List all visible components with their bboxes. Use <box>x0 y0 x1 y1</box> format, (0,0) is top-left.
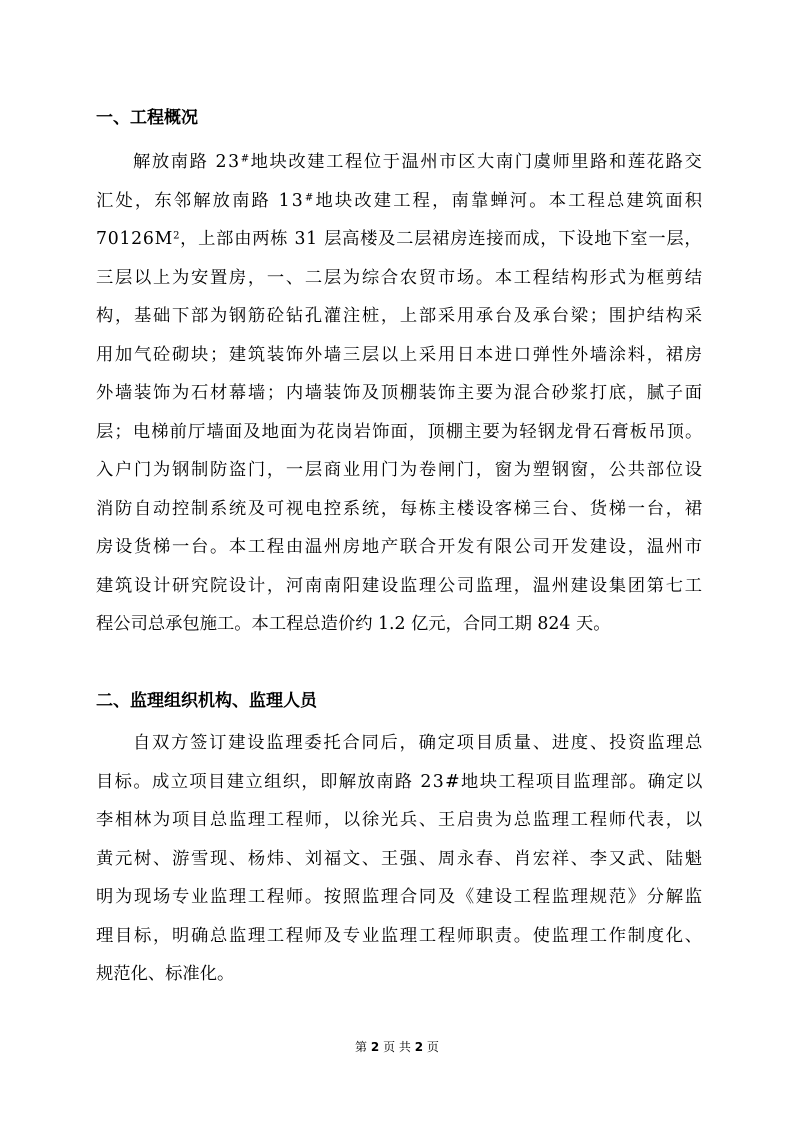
text-line <box>96 266 704 290</box>
text-run: 规范化、标准化。 <box>96 964 235 984</box>
text-run: 地块改建工程位于温州市区大南门虞师里路和莲花路交 <box>250 152 704 172</box>
text-run: 构，基础下部为钢筋砼钻孔灌注桩，上部采用承台及承台梁；围护结构采 <box>96 306 704 326</box>
text-line <box>133 731 704 755</box>
text-run: ，上部由两栋 31 层高楼及二层裙房连接而成，下设地下室一层， <box>180 229 703 249</box>
text-run: 汇处，东邻解放南路 13 <box>96 190 305 211</box>
text-run: 70126M <box>96 229 174 249</box>
text-run: 建筑设计研究院设计，河南南阳建设监理公司监理，温州建设集团第七工 <box>96 575 704 596</box>
superscript: # <box>304 192 316 203</box>
footer-middle: 页 共 <box>383 1040 411 1054</box>
text-run: 黄元树、游雪现、杨炜、刘福文、王强、周永春、肖宏祥、李又武、陆魁 <box>96 848 704 869</box>
text-run: 三层以上为安置房，一、二层为综合农贸市场。本工程结构形式为框剪结 <box>96 267 704 288</box>
text-run: 李相林为项目总监理工程师，以徐光兵、王启贵为总监理工程师代表，以 <box>96 810 704 830</box>
text-line <box>96 808 704 832</box>
text-run: 入户门为钢制防盗门，一层商业用门为卷闸门，窗为塑钢窗，公共部位设 <box>96 460 704 480</box>
text-line <box>133 150 703 174</box>
text-run: 地块改建工程，南靠蝉河。本工程总建筑面积 <box>315 190 705 211</box>
superscript: 2 <box>173 230 181 242</box>
footer-total-pages: 2 <box>414 1040 424 1054</box>
footer-current-page: 2 <box>370 1040 380 1054</box>
text-run: 房设货梯一台。本工程由温州房地产联合开发有限公司开发建设，温州市 <box>96 537 704 557</box>
text-line <box>96 885 704 909</box>
footer-suffix: 页 <box>426 1040 439 1054</box>
text-line <box>96 497 704 521</box>
section-heading-organization: 二、监理组织机构、监理人员 <box>96 691 317 711</box>
text-run: 消防自动控制系统及可视电控系统，每栋主楼设客梯三台、货梯一台，裙 <box>96 498 704 519</box>
text-line <box>96 458 704 482</box>
text-run: 用加气砼砌块；建筑装饰外墙三层以上采用日本进口弹性外墙涂料，裙房 <box>96 344 704 365</box>
page-footer <box>0 1039 794 1055</box>
text-line <box>96 770 704 794</box>
superscript: # <box>240 153 251 165</box>
text-run: 明为现场专业监理工程师。按照监理合同及《建设工程监理规范》分解监 <box>96 887 704 907</box>
text-line <box>96 304 704 328</box>
text-line <box>96 381 704 405</box>
text-run: 程公司总承包施工。本工程总造价约 1.2 亿元，合同工期 824 天。 <box>96 614 611 634</box>
text-line <box>96 574 704 598</box>
text-line <box>96 612 610 636</box>
text-line <box>96 343 704 367</box>
text-line <box>96 962 234 986</box>
text-run: 理目标，明确总监理工程师及专业监理工程师职责。使监理工作制度化、 <box>96 925 704 946</box>
text-line <box>96 847 704 871</box>
text-line <box>96 227 702 251</box>
text-run: 自双方签订建设监理委托合同后，确定项目质量、进度、投资监理总 <box>133 733 705 753</box>
text-line <box>96 189 704 213</box>
text-run: 外墙装饰为石材幕墙；内墙装饰及顶棚装饰主要为混合砂浆打底，腻子面 <box>96 383 704 403</box>
text-line <box>96 924 704 948</box>
text-run: 目标。成立项目建立组织，即解放南路 23#地块工程项目监理部。确定以 <box>96 771 704 792</box>
text-line <box>96 535 704 559</box>
footer-prefix: 第 <box>355 1040 368 1054</box>
text-run: 层；电梯前厅墙面及地面为花岗岩饰面，顶棚主要为轻钢龙骨石膏板吊顶。 <box>96 421 704 442</box>
text-line <box>96 420 703 444</box>
text-run: 解放南路 23 <box>133 152 241 172</box>
section-heading-overview: 一、工程概况 <box>96 108 198 128</box>
